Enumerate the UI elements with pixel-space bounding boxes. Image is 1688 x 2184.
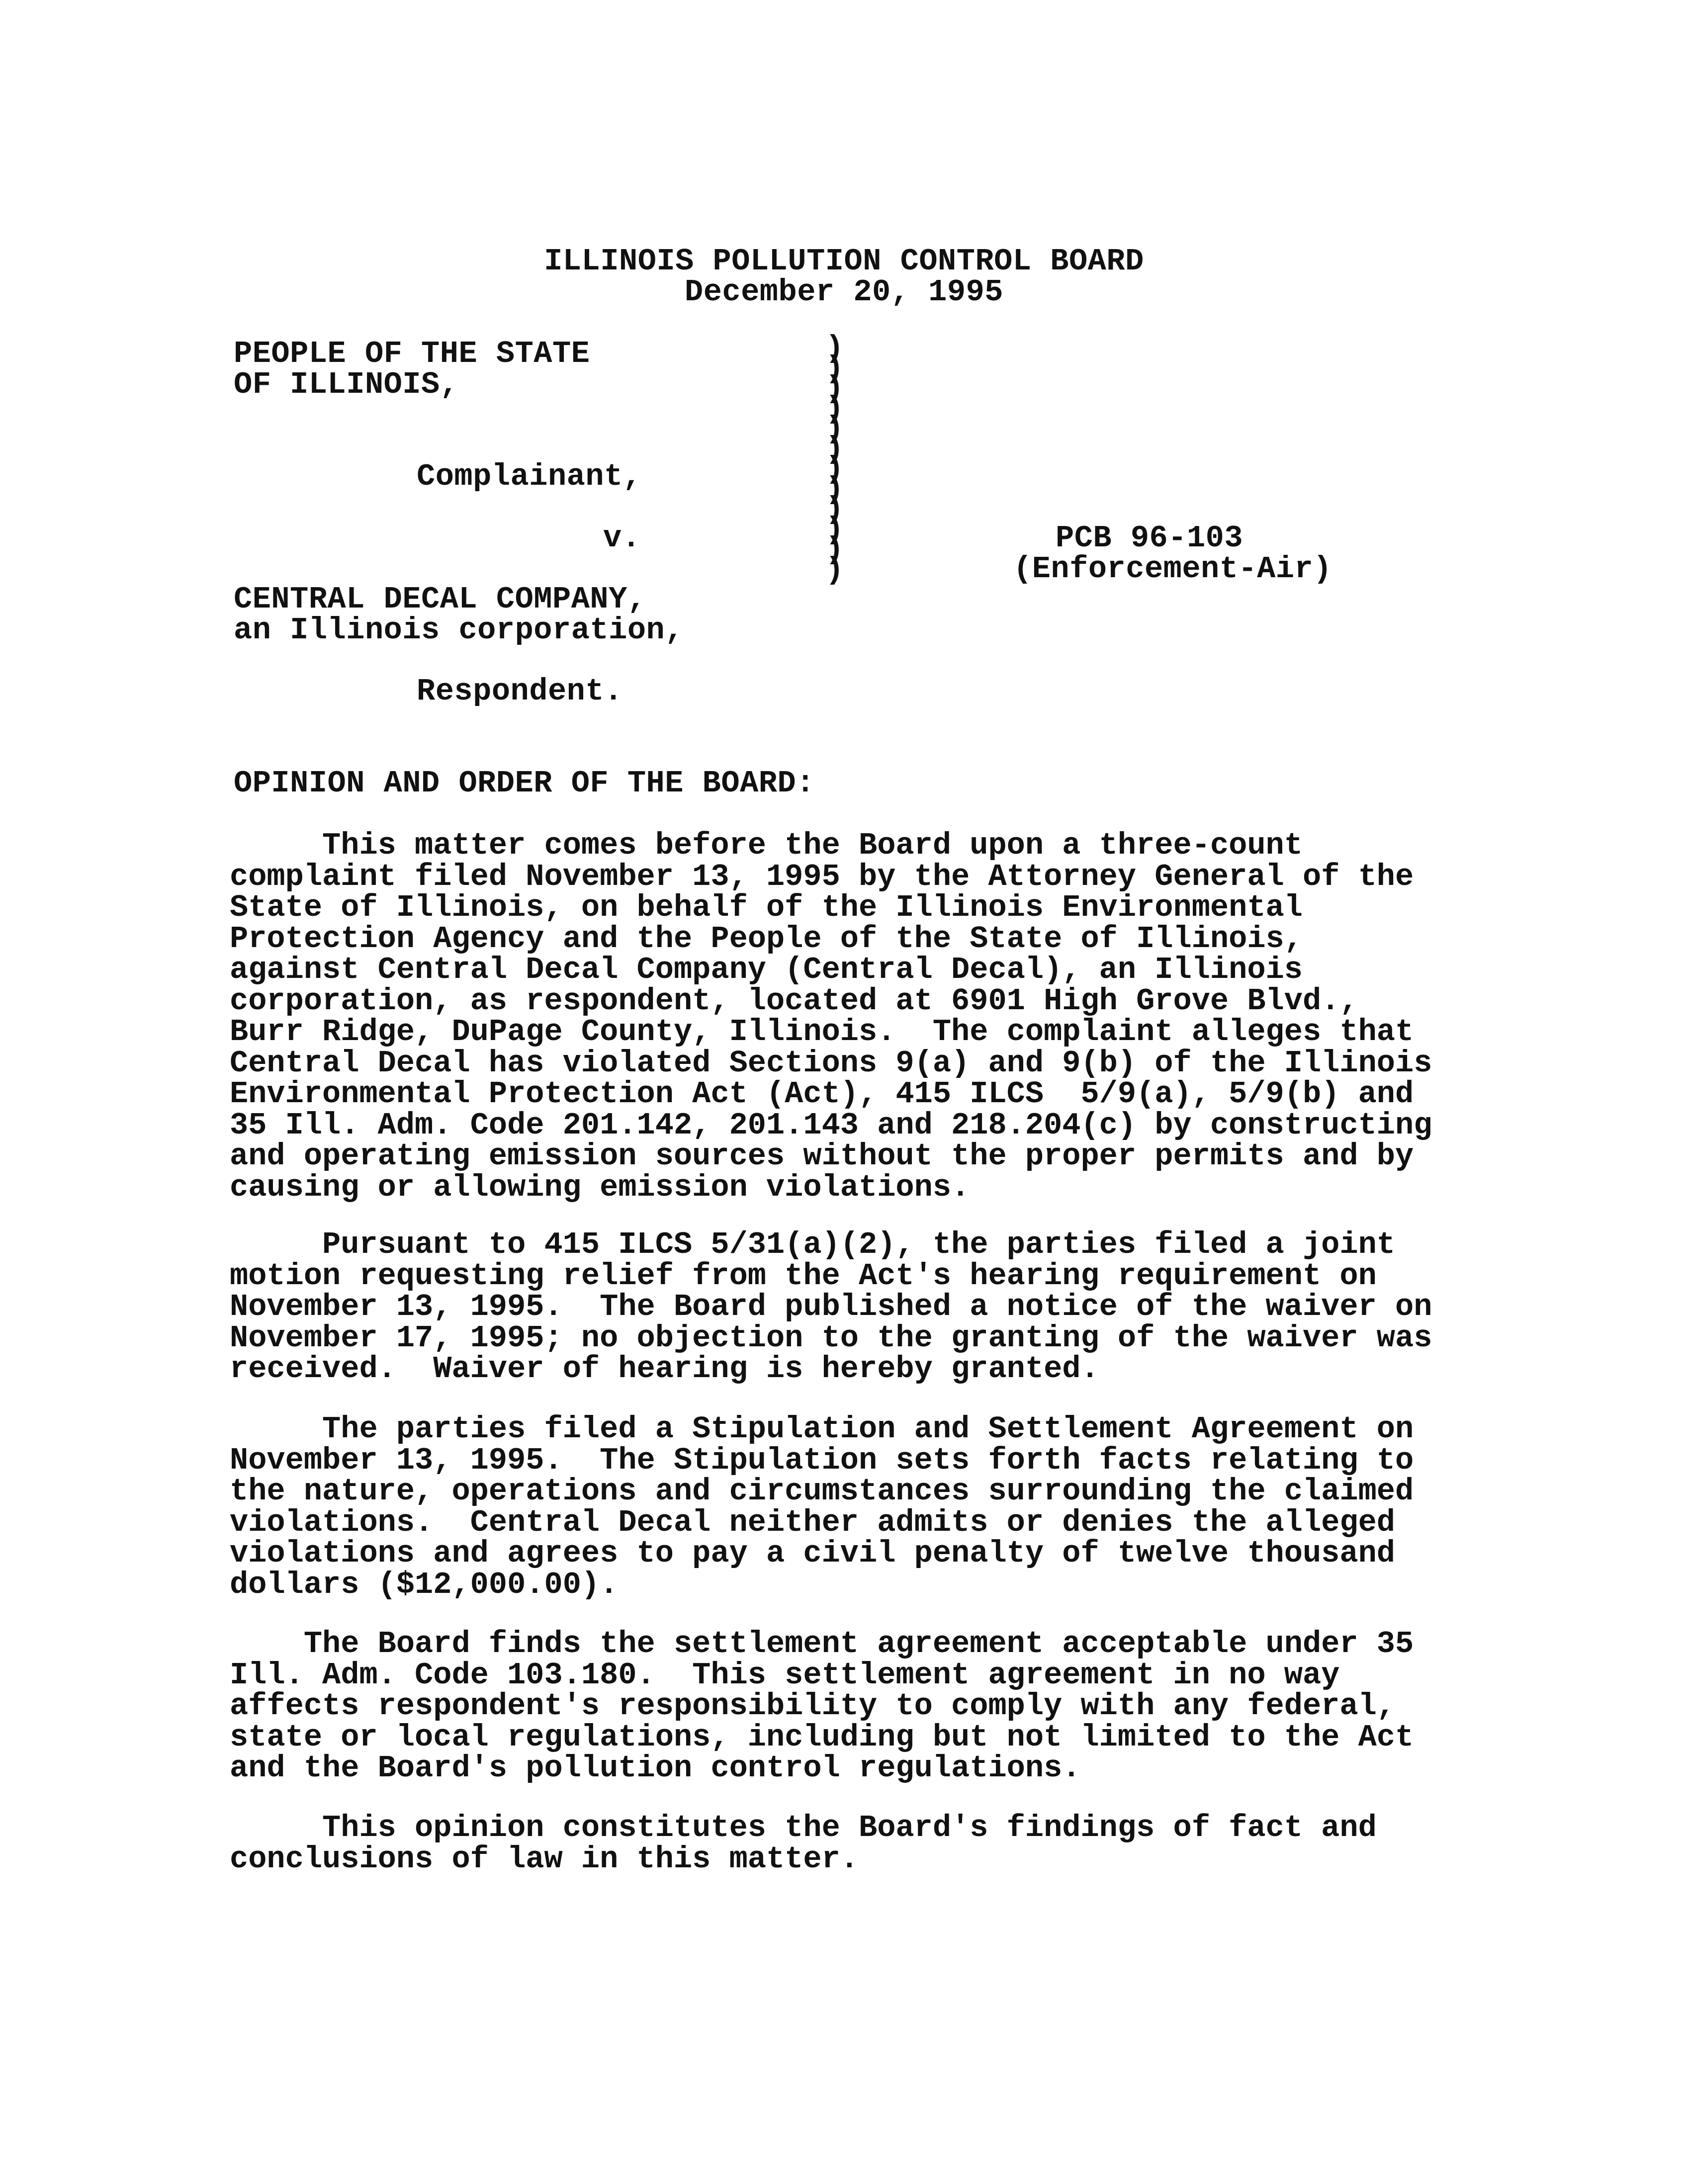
caption-parentheses: ) ) ) ) ) ) ) ) ) ) ) )	[825, 331, 844, 588]
paragraph-line: November 13, 1995. The Board published a notice of the waiver on	[230, 1289, 1432, 1324]
respondent-role: Respondent.	[417, 674, 623, 709]
paragraph-complaint	[230, 830, 1473, 1203]
paragraph-line: State of Illinois, on behalf of the Illinois Environmental	[230, 890, 1303, 925]
respondent-name-line1: CENTRAL DECAL COMPANY,	[234, 582, 646, 617]
paragraph-line: conclusions of law in this matter.	[230, 1841, 859, 1877]
paragraph-line: November 13, 1995. The Stipulation sets forth facts relating to	[230, 1442, 1414, 1478]
paragraph-findings	[230, 1626, 1473, 1786]
paragraph-line: causing or allowing emission violations.	[230, 1169, 970, 1205]
paragraph-line: November 17, 1995; no objection to the granting of the waiver was	[230, 1320, 1432, 1356]
paragraph-line: received. Waiver of hearing is hereby granted.	[230, 1351, 1099, 1387]
case-type: (Enforcement-Air)	[1013, 551, 1333, 587]
paragraph-line: the nature, operations and circumstances surrounding the claimed	[230, 1474, 1414, 1509]
paragraph-line: complaint filed November 13, 1995 by the Attorney General of the	[230, 859, 1414, 894]
paragraph-line: against Central Decal Company (Central Decal), an Illinois	[230, 952, 1303, 987]
paragraph-line: Pursuant to 415 ILCS 5/31(a)(2), the parties filed a joint	[230, 1227, 1395, 1262]
paragraph-line: Burr Ridge, DuPage County, Illinois. The complaint alleges that	[230, 1014, 1414, 1049]
versus-label: v.	[603, 521, 641, 556]
opinion-heading: OPINION AND ORDER OF THE BOARD:	[234, 766, 815, 801]
paragraph-line: Ill. Adm. Code 103.180. This settlement agreement in no way	[230, 1657, 1340, 1693]
paragraph-line: and operating emission sources without the proper permits and by	[230, 1138, 1414, 1174]
paragraph-line: 35 Ill. Adm. Code 201.142, 201.143 and 218.204(c) by constructing	[230, 1107, 1432, 1143]
paragraph-line: This matter comes before the Board upon a three-count	[230, 828, 1303, 863]
paragraph-line: violations. Central Decal neither admits or denies the alleged	[230, 1504, 1395, 1540]
paragraph-line: Protection Agency and the People of the State of Illinois,	[230, 921, 1303, 957]
paragraph-line: Central Decal has violated Sections 9(a) and 9(b) of the Illinois	[230, 1045, 1432, 1081]
paragraph-stipulation	[230, 1411, 1473, 1602]
paragraph-line: The Board finds the settlement agreement acceptable under 35	[230, 1626, 1414, 1661]
order-date: December 20, 1995	[684, 274, 1003, 310]
complainant-name-line1: PEOPLE OF THE STATE	[234, 336, 590, 371]
paragraph-line: affects respondent's responsibility to comply with any federal,	[230, 1688, 1395, 1724]
paragraph-line: and the Board's pollution control regulations.	[230, 1750, 1081, 1786]
respondent-name-line2: an Illinois corporation,	[234, 612, 684, 648]
complainant-role: Complainant,	[417, 459, 642, 494]
agency-title: ILLINOIS POLLUTION CONTROL BOARD	[544, 244, 1144, 279]
complainant-name-line2: OF ILLINOIS,	[234, 367, 459, 402]
paragraph-waiver	[230, 1229, 1473, 1385]
paragraph-line: dollars ($12,000.00).	[230, 1567, 619, 1602]
paragraph-line: Environmental Protection Act (Act), 415 ILCS 5/9(a), 5/9(b) and	[230, 1076, 1414, 1112]
paragraph-line: The parties filed a Stipulation and Settlement Agreement on	[230, 1411, 1414, 1447]
case-number: PCB 96-103	[1056, 521, 1244, 556]
paragraph-line: state or local regulations, including but not limited to the Act	[230, 1719, 1414, 1755]
paragraph-line: motion requesting relief from the Act's hearing requirement on	[230, 1258, 1377, 1294]
paragraph-line: corporation, as respondent, located at 6901 High Grove Blvd.,	[230, 983, 1358, 1019]
paragraph-line: This opinion constitutes the Board's findings of fact and	[230, 1810, 1377, 1845]
paragraph-line: violations and agrees to pay a civil penalty of twelve thousand	[230, 1536, 1395, 1571]
paragraph-conclusion	[230, 1810, 1473, 1877]
